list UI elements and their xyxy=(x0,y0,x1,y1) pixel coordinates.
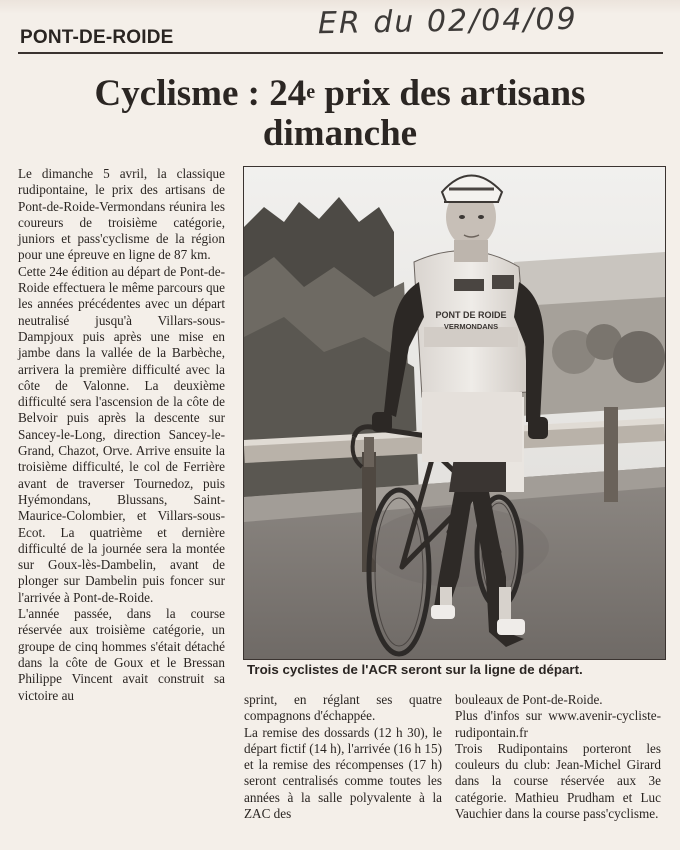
paragraph: La remise des dossards (12 h 30), le départ fictif (14 h), l'arrivée (16 h 15) et la remise des récompenses (17 h) seront centralisés comme toutes les années à la salle polyvalente à la ZAC des xyxy=(244,724,442,822)
article-headline xyxy=(20,74,660,154)
photo-illustration xyxy=(244,167,665,659)
photo-caption: Trois cyclistes de l'ACR seront sur la ligne de départ. xyxy=(247,662,583,677)
jersey-text: PONT DE ROIDE xyxy=(435,310,507,320)
paragraph: Cette 24e édition au départ de Pont-de-Roide effectuera le même parcours que les années précédentes avec un départ neutralisé jusqu'à Villars-sous-Dampjoux puis après une mise en jambe dans la vallée de la Barbèche, arrivera la première difficulté avec la côte de Valonne. La deuxième difficulté sera l'ascension de la côte de Belvoir puis après la descente sur Sancey-le-Long, direction Sancey-le-Grand, Chazot, Orve. Arrive ensuite la troisième difficulté, le col de Ferrière avant de traverser Tournedoz, puis Hyémondans, Blussans, Saint-Maurice-Colombier, et Villars-sous-Ecot. La quatrième et dernière difficulté de la journée sera la montée sur Goux-lès-Dambelin, avant de plonger sur Dambelin puis foncer sur l'arrivée à Pont-de-Roide. xyxy=(18,263,225,605)
section-rule xyxy=(18,52,663,54)
article-column-2 xyxy=(244,692,442,822)
paragraph: Le dimanche 5 avril, la classique rudipontaine, le prix des artisans de Pont-de-Roide-Vermondans réunira les coureurs de troisième catégorie, juniors et pass'cyclisme de la région pour une épreuve en ligne de 87 km. xyxy=(18,166,225,263)
handwritten-source-note: ER du 02/04/09 xyxy=(317,1,578,42)
article-column-1 xyxy=(18,166,225,704)
headline-superscript: e xyxy=(306,81,316,103)
paragraph: sprint, en réglant ses quatre compagnons d'échappée. xyxy=(244,692,442,724)
paragraph: Trois Rudipontains porteront les couleurs du club: Jean-Michel Girard dans la course réservée aux 3e catégorie. Mathieu Prudham et Luc Vauchier dans la course pass'cyclisme. xyxy=(455,740,661,822)
paragraph: bouleaux de Pont-de-Roide. xyxy=(455,692,603,707)
article-column-3 xyxy=(455,692,661,822)
cyclist-photo xyxy=(243,166,666,660)
headline-line-1 xyxy=(20,74,660,114)
jersey-text-2: VERMONDANS xyxy=(443,322,499,331)
section-label: PONT-DE-ROIDE xyxy=(20,27,174,48)
paragraph: L'année passée, dans la course réservée aux troisième catégorie, un groupe de cinq hommes s'était détaché dans la côte de Goux et le Bressan Philippe Vincent avait construit sa victoire au xyxy=(18,606,225,703)
headline-line-2: dimanche xyxy=(262,113,418,154)
headline-rest: prix des artisans xyxy=(315,73,586,114)
paragraph: Plus d'infos sur www.avenir-cycliste-rudipontain.fr xyxy=(455,708,661,740)
headline-main: Cyclisme : 24 xyxy=(94,73,307,114)
